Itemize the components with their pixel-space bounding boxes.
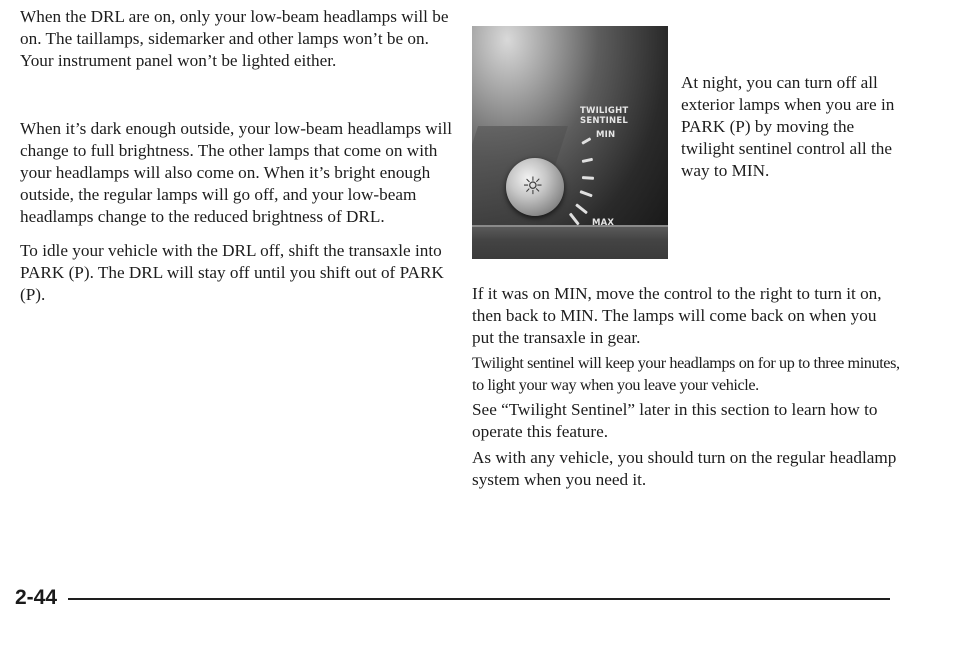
dial-tick-mark (582, 176, 594, 180)
photo-label-min: MIN (596, 130, 616, 140)
paragraph-drl-idle: To idle your vehicle with the DRL off, shift the transaxle into PARK (P). The DRL will stay off until you shift out of PARK (P). (20, 241, 444, 304)
paragraph-drl-low-beam: When the DRL are on, only your low-beam headlamps will be on. The taillamps, sidemarker and other lamps won’t be on. Your instrument panel won’t be lighted either. (20, 7, 449, 70)
twilight-sentinel-photo (472, 26, 668, 259)
paragraph-sentinel-delay: Twilight sentinel will keep your headlamps on for up to three minutes, to light your way when you leave your vehicle. (472, 354, 900, 394)
footer-rule (68, 598, 890, 600)
page-number: 2-44 (15, 586, 58, 609)
paragraph-regular-headlamps: As with any vehicle, you should turn on the regular headlamp system when you need it. (472, 448, 897, 489)
dial-tick-mark (579, 190, 592, 197)
dial-tick-mark (575, 203, 588, 214)
paragraph-see-section: See “Twilight Sentinel” later in this section to learn how to operate this feature. (472, 400, 878, 441)
dial-tick-mark (582, 158, 593, 163)
dial-tick-mark (569, 213, 580, 226)
paragraph-drl-brightness: When it’s dark enough outside, your low-beam headlamps will change to full brightness. The other lamps that come on with your headlamps will also come on. When it’s bright enough outside, the regular lamps will go off, and your low-beam headlamps change to the reduced brightness of DRL. (20, 119, 452, 226)
photo-label-max: MAX (592, 218, 615, 228)
paragraph-min-control: If it was on MIN, move the control to the right to turn it on, then back to MIN. The lamps will come back on when you put the transaxle in gear. (472, 284, 882, 347)
photo-label-sentinel: SENTINEL (580, 116, 628, 126)
photo-label-twilight: TWILIGHT (580, 106, 629, 116)
paragraph-night-turn-off: At night, you can turn off all exterior lamps when you are in PARK (P) by moving the twilight sentinel control all the way to MIN. (681, 73, 895, 180)
dial-tick-mark (581, 137, 591, 145)
photo-panel-ledge (472, 225, 668, 259)
twilight-sentinel-dial (506, 158, 564, 216)
sun-icon: ☼ (522, 172, 544, 200)
